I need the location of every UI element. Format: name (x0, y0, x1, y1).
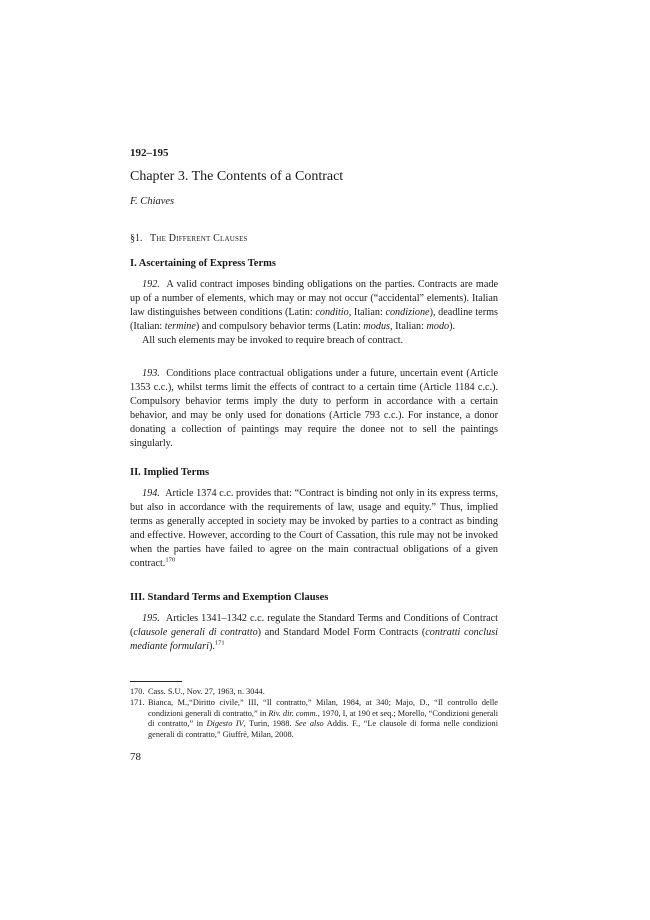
heading-implied-terms: II. Implied Terms (130, 467, 210, 478)
footnote-170 (130, 687, 498, 698)
footnote-text: Bianca, M.,“Diritto civile,” III, “Il contratto,” Milan, 1984, at 340; Majo, D., “Il controllo delle condizioni generali di contratto,” in Riv. dir. comm., 1970, I, at 190 et seq.; Morello, “Condizioni generali di contratto,” in Digesto IV, Turin, 1988. See also Addis. F., “Le clausole di forma nelle condizioni generali di contratto,” Giuffrè, Milan, 2008. (148, 698, 499, 739)
paragraph-number: 192. (142, 279, 160, 290)
chapter-title: Chapter 3. The Contents of a Contract (130, 169, 344, 184)
footnote-171 (130, 698, 498, 740)
paragraph-192-text: 192. A valid contract imposes binding obligations on the parties. Contracts are made up of a number of elements, which may or may not occur (“accidental” elements). Italian law distinguishes between conditions (Latin: conditio, Italian: condizione), deadline terms (Italian: termine) and compulsory behavior terms (Latin: modus, Italian: modo). (130, 279, 498, 333)
paragraph-195 (130, 612, 498, 654)
author-name: F. Chiaves (130, 196, 175, 207)
footnote-number: 171. (130, 698, 145, 707)
paragraph-193 (130, 367, 498, 452)
paragraph-195-text: 195. Articles 1341–1342 c.c. regulate the Standard Terms and Conditions of Contract (clausole generali di contratto) and Standard Model Form Contracts (contratti conclusi mediante formulari).$^{171}$ (130, 613, 498, 653)
paragraph-193-text: 193. Conditions place contractual obligations under a future, uncertain event (Article 1353 c.c.), whilst terms limit the effects of contract to a certain time (Article 1184 c.c.). Compulsory behavior terms imply the duty to perform in accordance with a certain behavior, and may be only used for donations (Article 793 c.c.). For instance, a donor donating a collection of paintings may require the donee not to sell the paintings singularly. (130, 368, 499, 450)
footnote-number: 170. (130, 687, 145, 696)
footnote-divider (130, 681, 182, 682)
section-heading (130, 233, 248, 244)
paragraph-range: 192–195 (130, 147, 169, 159)
section-title: The Different Clauses (150, 233, 248, 244)
paragraph-192 (130, 278, 498, 348)
paragraph-number: 195. (142, 613, 160, 624)
heading-standard-terms: III. Standard Terms and Exemption Clauses (130, 592, 329, 603)
paragraph-number: 193. (142, 368, 160, 379)
footnote-ref-170[interactable]: 170 (165, 557, 176, 565)
paragraph-192-tail: All such elements may be invoked to require breach of contract. (142, 335, 404, 347)
paragraph-194-text: 194. Article 1374 c.c. provides that: “Contract is binding not only in its express terms, but also in accordance with the requirements of law, usage and equity.” Thus, implied terms as generally accepted in society may be invoked by parties to a contract as binding and effective. However, according to the Court of Cassation, this rule may not be invoked when the parties have failed to agree on the main contractual obligations of a given contract.$^{170}$ (130, 488, 498, 570)
paragraph-194 (130, 487, 498, 572)
section-number: §1. (130, 233, 143, 244)
page-number: 78 (130, 751, 141, 763)
footnote-ref-171[interactable]: 171 (214, 639, 225, 647)
heading-express-terms: I. Ascertaining of Express Terms (130, 258, 276, 269)
paragraph-number: 194. (142, 488, 160, 499)
footnote-text: Cass. S.U., Nov. 27, 1963, n. 3044. (148, 687, 265, 696)
